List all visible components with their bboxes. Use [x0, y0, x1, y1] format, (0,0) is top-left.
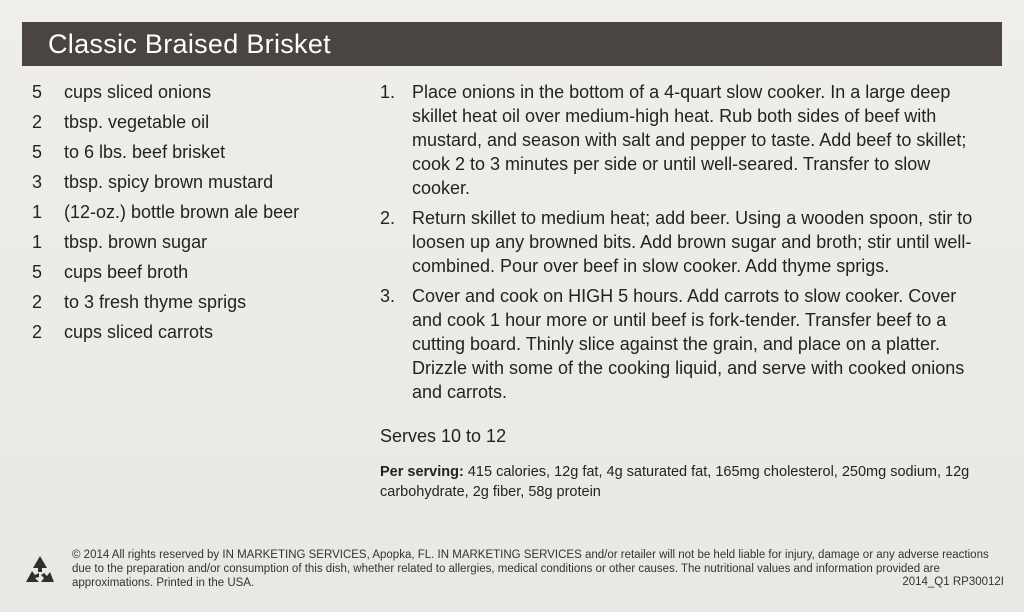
- ingredient-name: tbsp. vegetable oil: [64, 112, 210, 132]
- instruction-step: [380, 80, 990, 200]
- step-text: Place onions in the bottom of a 4-quart slow cooker. In a large deep skillet heat oil over medium-high heat. Rub both sides of beef with mustard, and season with salt and pepper to taste. Add beef to skillet; cook 2 to 3 minutes per side or until well-seared. Transfer to slow cooker.: [412, 82, 967, 198]
- ingredient-qty: 3: [32, 172, 43, 192]
- ingredient-name: cups sliced carrots: [64, 322, 214, 342]
- title-bar: [22, 22, 1002, 66]
- ingredient-name: (12-oz.) bottle brown ale beer: [64, 202, 300, 222]
- ingredient-item: [32, 320, 352, 344]
- print-code: 2014_Q1 RP30012I: [902, 576, 1004, 588]
- instruction-list: [380, 80, 990, 410]
- ingredient-qty: 1: [32, 232, 43, 252]
- ingredient-qty: 5: [32, 262, 43, 282]
- ingredient-qty: 1: [32, 202, 43, 222]
- ingredient-item: [32, 290, 352, 314]
- step-number: 2.: [380, 208, 396, 228]
- ingredient-name: cups sliced onions: [64, 82, 212, 102]
- ingredient-item: [32, 110, 352, 134]
- nutrition-info: [380, 462, 980, 502]
- ingredient-qty: 2: [32, 292, 43, 312]
- ingredient-name: tbsp. spicy brown mustard: [64, 172, 274, 192]
- step-number: 1.: [380, 82, 396, 102]
- step-text: Return skillet to medium heat; add beer. Using a wooden spoon, stir to loosen up any browned bits. Add brown sugar and broth; stir until well-combined. Pour over beef in slow cooker. Add thyme sprigs.: [412, 208, 973, 276]
- nutrition-label: Per serving:: [380, 464, 464, 480]
- ingredient-item: [32, 200, 352, 224]
- ingredient-qty: 2: [32, 112, 43, 132]
- ingredient-item: [32, 80, 352, 104]
- ingredient-name: to 6 lbs. beef brisket: [64, 142, 226, 162]
- legal-footer: © 2014 All rights reserved by IN MARKETING SERVICES, Apopka, FL. IN MARKETING SERVICES and/or retailer will not be held liable for injury, damage or any adverse reactions due to the preparation and/or consumption of this dish, whether related to allergies, medical conditions or other causes. The nutritional values and information provided are approximations. Printed in the USA.: [72, 549, 989, 589]
- ingredient-item: [32, 170, 352, 194]
- recipe-title: Classic Braised Brisket: [48, 29, 331, 59]
- ingredient-item: [32, 260, 352, 284]
- step-text: Cover and cook on HIGH 5 hours. Add carrots to slow cooker. Cover and cook 1 hour more or until beef is fork-tender. Transfer beef to a cutting board. Thinly slice against the grain, and place on a platter. Drizzle with some of the cooking liquid, and serve with cooked onions and carrots.: [412, 286, 965, 402]
- ingredient-name: to 3 fresh thyme sprigs: [64, 292, 247, 312]
- ingredient-qty: 2: [32, 322, 43, 342]
- instruction-step: [380, 206, 990, 278]
- step-number: 3.: [380, 286, 396, 306]
- nutrition-text: 415 calories, 12g fat, 4g saturated fat, 165mg cholesterol, 250mg sodium, 12g carbohydrate, 2g fiber, 58g protein: [380, 464, 970, 500]
- instruction-step: [380, 284, 990, 404]
- ingredient-name: tbsp. brown sugar: [64, 232, 208, 252]
- ingredient-item: [32, 230, 352, 254]
- recycle-icon: [20, 552, 60, 592]
- serves-text: Serves 10 to 12: [380, 426, 507, 446]
- ingredient-item: [32, 140, 352, 164]
- ingredient-name: cups beef broth: [64, 262, 189, 282]
- ingredient-qty: 5: [32, 142, 43, 162]
- ingredient-qty: 5: [32, 82, 43, 102]
- ingredient-list: [32, 80, 352, 350]
